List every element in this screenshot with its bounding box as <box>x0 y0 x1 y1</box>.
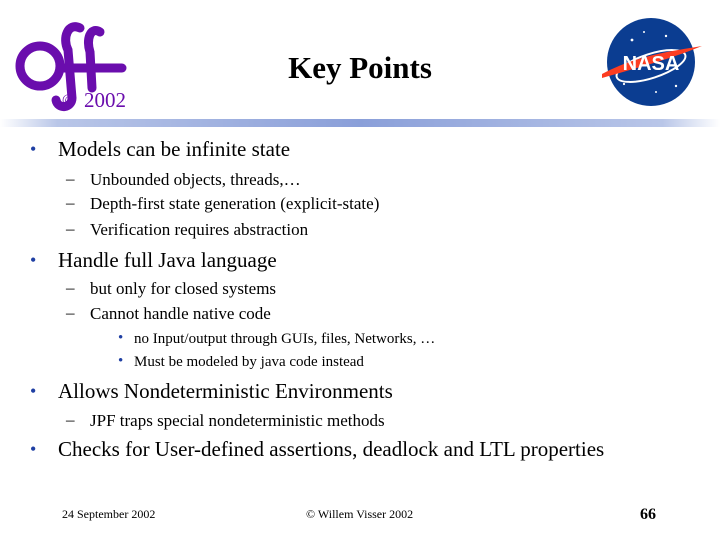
bullet-item <box>30 379 393 404</box>
bullet-marker: • <box>30 381 37 401</box>
bullet-text: Allows Nondeterministic Environments <box>58 379 393 403</box>
page-number: 66 <box>640 506 656 523</box>
sub-bullet-text: Verification requires abstraction <box>90 220 309 239</box>
sub-bullet-text: Unbounded objects, threads,… <box>90 170 301 189</box>
bullet-text: Checks for User-defined assertions, deadlock and LTL properties <box>58 437 605 461</box>
dash-marker: – <box>66 169 75 188</box>
sub-bullet-text: but only for closed systems <box>90 279 277 298</box>
bullet-marker: • <box>118 330 124 346</box>
sub-bullet-item <box>66 169 301 190</box>
bullet-item <box>30 248 277 273</box>
dash-marker: – <box>66 219 75 238</box>
sub-bullet-item <box>66 219 309 240</box>
dash-marker: – <box>66 410 75 429</box>
page-title: Key Points <box>288 50 432 85</box>
bullet-text: Models can be infinite state <box>58 137 291 161</box>
bullet-item <box>30 137 291 162</box>
sub-sub-bullet-item <box>118 330 436 348</box>
bullet-marker: • <box>118 353 124 369</box>
footer-date: 24 September 2002 <box>62 507 156 521</box>
sub-bullet-text: Cannot handle native code <box>90 304 271 323</box>
sub-sub-bullet-text: Must be modeled by java code instead <box>134 354 364 370</box>
ofi-logo-swirl: @ <box>62 91 74 105</box>
bullet-marker: • <box>30 250 37 270</box>
sub-bullet-item <box>66 193 380 214</box>
sub-bullet-item <box>66 303 271 324</box>
dash-marker: – <box>66 193 75 212</box>
dash-marker: – <box>66 278 75 297</box>
footer-copyright: © Willem Visser 2002 <box>306 507 414 521</box>
sub-bullet-text: JPF traps special nondeterministic methods <box>90 411 385 430</box>
nasa-logo-text: NASA <box>622 53 680 75</box>
dash-marker: – <box>66 303 75 322</box>
title-divider <box>0 119 720 127</box>
nasa-logo <box>596 16 706 108</box>
bullet-marker: • <box>30 139 37 159</box>
bullet-item <box>30 437 605 462</box>
sub-bullet-text: Depth-first state generation (explicit-state) <box>90 194 380 213</box>
sub-sub-bullet-item <box>118 353 364 371</box>
sub-bullet-item <box>66 410 385 431</box>
sub-bullet-item <box>66 278 277 299</box>
bullet-text: Handle full Java language <box>58 248 277 272</box>
bullet-marker: • <box>30 439 37 459</box>
sub-sub-bullet-text: no Input/output through GUIs, files, Networks, … <box>134 331 436 347</box>
logo-year: 2002 <box>84 88 126 112</box>
